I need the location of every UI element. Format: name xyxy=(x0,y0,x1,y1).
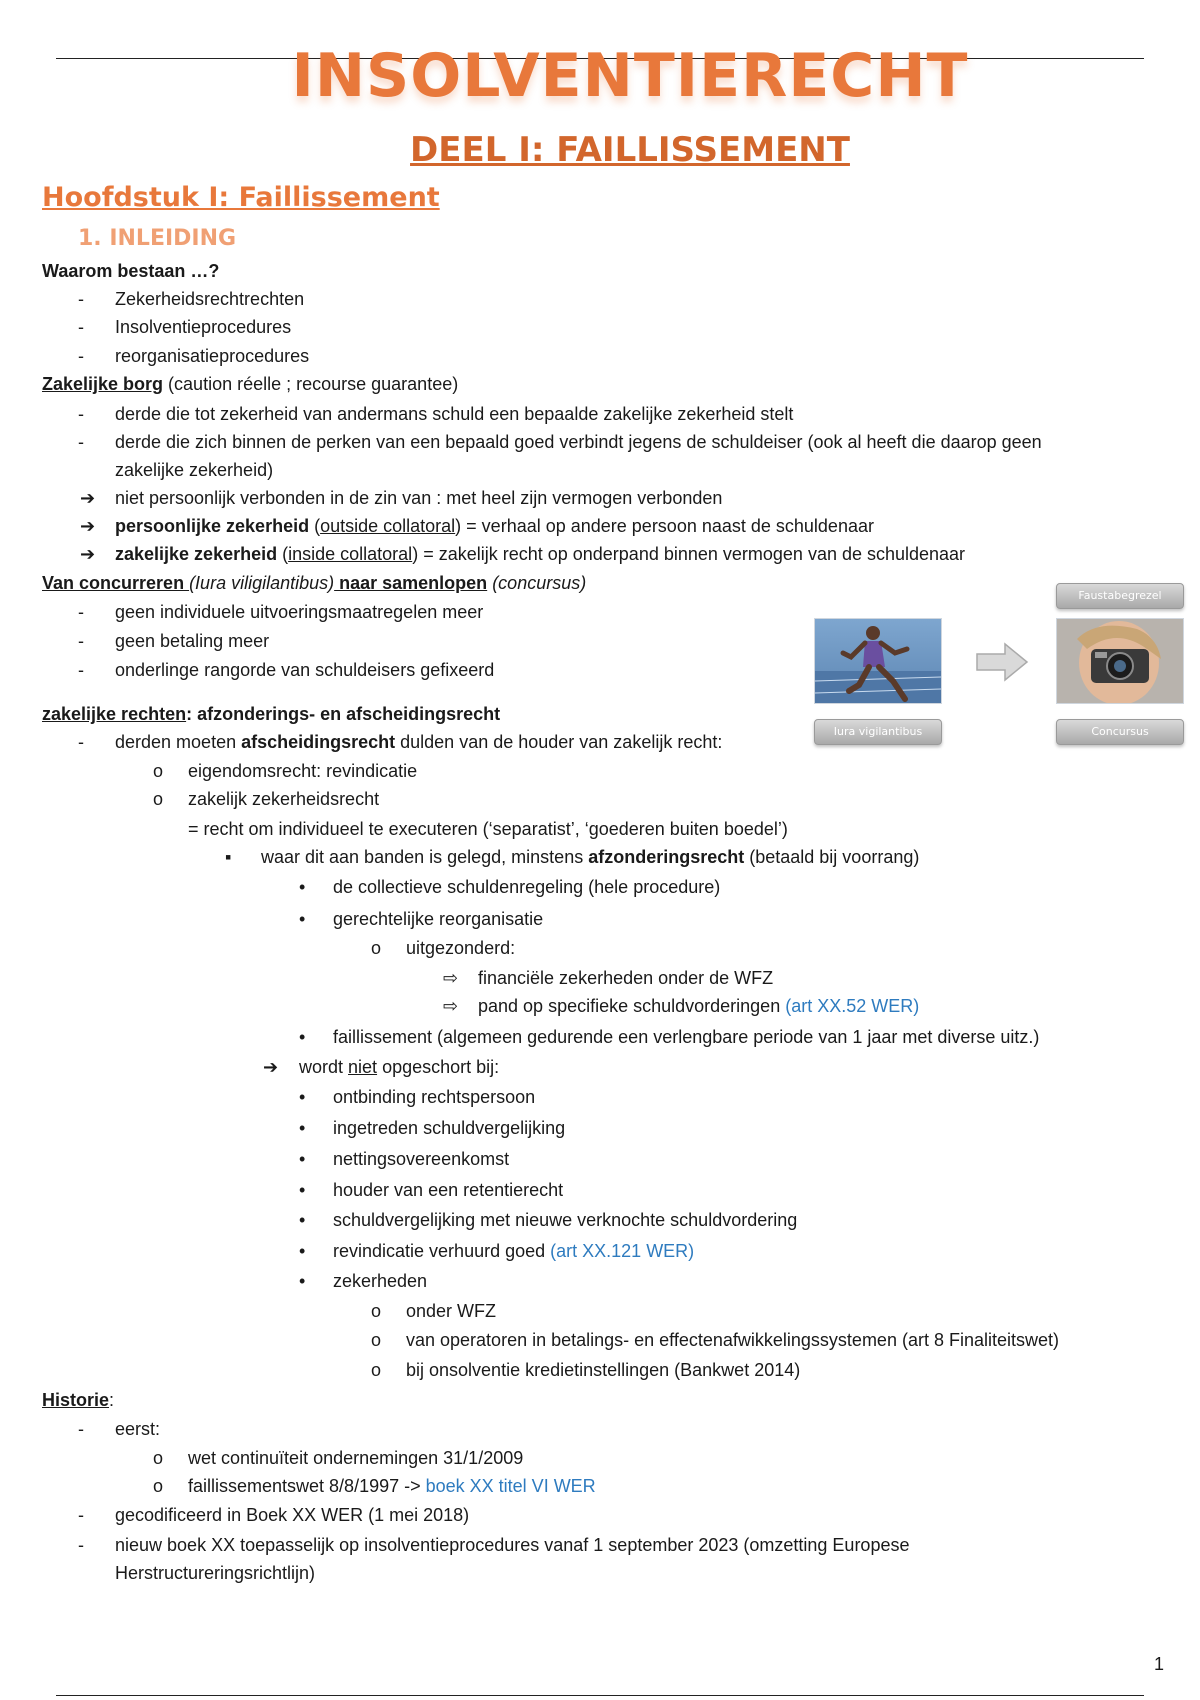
circle-marker: o xyxy=(153,761,164,781)
list-item-continuation: Herstructureringsrichtlijn) xyxy=(115,1563,316,1583)
list-item: schuldvergelijking met nieuwe verknochte schuldvordering xyxy=(333,1210,798,1230)
list-item: ingetreden schuldvergelijking xyxy=(333,1118,566,1138)
camera-photo xyxy=(1056,618,1184,704)
list-item: = recht om individueel te executeren (‘separatist’, ‘goederen buiten boedel’) xyxy=(188,819,788,839)
arrow-item-rest: = verhaal op andere persoon naast de schuldenaar xyxy=(461,516,874,536)
list-item: bij onsolventie kredietinstellingen (Bankwet 2014) xyxy=(406,1360,801,1380)
list-item: financiële zekerheden onder de WFZ xyxy=(478,968,774,988)
list-item: geen individuele uitvoeringsmaatregelen meer xyxy=(115,602,484,622)
figure-label-left: Iura vigilantibus xyxy=(814,719,942,745)
list-item: nieuw boek XX toepasselijk op insolventieprocedures vanaf 1 september 2023 (omzetting Europese xyxy=(115,1535,910,1555)
circle-marker: o xyxy=(153,1448,164,1468)
concurreren-heading xyxy=(42,569,586,597)
list-item: van operatoren in betalings- en effectenafwikkelingssystemen (art 8 Finaliteitswet) xyxy=(406,1330,1060,1350)
waarom-heading: Waarom bestaan …? xyxy=(42,261,220,281)
page-number: 1 xyxy=(1154,1654,1165,1674)
concursus-term: (concursus) xyxy=(487,573,587,593)
iura-term: (Iura viligilantibus) xyxy=(189,573,335,593)
text-part: (betaald bij voorrang) xyxy=(744,847,920,867)
list-item: onderlinge rangorde van schuldeisers gefixeerd xyxy=(115,660,495,680)
text-part: derden moeten xyxy=(115,732,242,752)
bullet-marker: • xyxy=(299,1118,306,1138)
circle-marker: o xyxy=(153,1476,164,1496)
figure-label-right: Concursus xyxy=(1056,719,1184,745)
dash-marker: - xyxy=(78,631,84,651)
circle-marker: o xyxy=(371,938,382,958)
dash-marker: - xyxy=(78,1419,84,1439)
arrow-item xyxy=(299,1053,499,1081)
outside-collateral-term: outside collatoral xyxy=(320,516,456,536)
dash-marker: - xyxy=(78,732,84,752)
circle-marker: o xyxy=(371,1301,382,1321)
part-title: DEEL I: FAILLISSEMENT xyxy=(410,130,850,170)
persoonlijke-zekerheid-term: persoonlijke zekerheid xyxy=(115,516,310,536)
list-item xyxy=(188,1472,596,1500)
samenlopen-term: naar samenlopen xyxy=(334,573,488,593)
document-title: INSOLVENTIERECHT xyxy=(291,41,969,111)
runner-photo-illustration xyxy=(815,619,941,703)
concursus-figure xyxy=(810,580,1190,750)
arrow-item-rest: = zakelijk recht op onderpand binnen vermogen van de schuldenaar xyxy=(418,544,966,564)
list-item: de collectieve schuldenregeling (hele procedure) xyxy=(333,877,721,897)
bottom-rule xyxy=(56,1695,1144,1696)
text-part: opgeschort bij: xyxy=(377,1057,500,1077)
arrow-marker: ➔ xyxy=(80,516,96,536)
text-part: pand op specifieke schuldvorderingen xyxy=(478,996,786,1016)
law-reference-link[interactable]: (art XX.121 WER) xyxy=(550,1241,695,1261)
list-item: ontbinding rechtspersoon xyxy=(333,1087,536,1107)
bullet-marker: • xyxy=(299,1271,306,1291)
arrow-item: persoonlijke zekerheid (outside collatoral) = verhaal op andere persoon naast de schuldenaar xyxy=(115,516,874,536)
zakelijke-rechten-term: zakelijke rechten xyxy=(42,704,187,724)
historie-term: Historie xyxy=(42,1390,110,1410)
list-item: houder van een retentierecht xyxy=(333,1180,564,1200)
arrow-marker: ➔ xyxy=(80,544,96,564)
list-item xyxy=(478,992,919,1020)
list-item: onder WFZ xyxy=(406,1301,497,1321)
law-reference-link[interactable]: boek XX titel VI WER xyxy=(425,1476,596,1496)
text-part: dulden van de houder van zakelijk recht: xyxy=(395,732,723,752)
list-item: gerechtelijke reorganisatie xyxy=(333,909,544,929)
historie-colon: : xyxy=(109,1390,115,1410)
dash-marker: - xyxy=(78,602,84,622)
text-part: waar dit aan banden is gelegd, minstens xyxy=(261,847,589,867)
list-item: derde die zich binnen de perken van een bepaald goed verbindt jegens de schuldeiser (ook al heeft die daarop geen xyxy=(115,432,1042,452)
list-item: derde die tot zekerheid van andermans schuld een bepaalde zakelijke zekerheid stelt xyxy=(115,404,794,424)
circle-marker: o xyxy=(153,789,164,809)
dash-marker: - xyxy=(78,404,84,424)
list-item: wet continuïteit ondernemingen 31/1/2009 xyxy=(188,1448,524,1468)
afzonderingsrecht-term: afzonderingsrecht xyxy=(588,847,745,867)
list-item xyxy=(115,728,722,756)
arrow-marker: ➔ xyxy=(263,1057,279,1077)
rechten-heading xyxy=(42,700,500,728)
afscheidingsrecht-term: afscheidingsrecht xyxy=(241,732,396,752)
rechten-heading-rest: : afzonderings- en afscheidingsrecht xyxy=(186,704,501,724)
figure-label-top: Faustabegrezel xyxy=(1056,583,1184,609)
inside-collateral-term: inside collatoral xyxy=(288,544,413,564)
bullet-marker: • xyxy=(299,1210,306,1230)
bullet-marker: • xyxy=(299,1241,306,1261)
text-part: faillissementswet 8/8/1997 -> xyxy=(188,1476,426,1496)
list-item: gecodificeerd in Boek XX WER (1 mei 2018) xyxy=(115,1505,470,1525)
zakelijke-zekerheid-term: zakelijke zekerheid xyxy=(115,544,278,564)
runner-photo xyxy=(814,618,942,704)
niet-term: niet xyxy=(348,1057,378,1077)
arrow-item: niet persoonlijk verbonden in de zin van : met heel zijn vermogen verbonden xyxy=(115,488,723,508)
law-reference-link[interactable]: (art XX.52 WER) xyxy=(785,996,920,1016)
list-item: zakelijk zekerheidsrecht xyxy=(188,789,380,809)
arrow-item: zakelijke zekerheid (inside collatoral) = zakelijk recht op onderpand binnen vermogen van de schuldenaar xyxy=(115,544,966,564)
camera-photo-illustration xyxy=(1057,619,1183,703)
hollow-arrow-marker: ⇨ xyxy=(443,968,459,988)
list-item-continuation: zakelijke zekerheid) xyxy=(115,460,274,480)
text-part: revindicatie verhuurd goed xyxy=(333,1241,551,1261)
dash-marker: - xyxy=(78,346,84,366)
section-title: 1. INLEIDING xyxy=(78,226,237,251)
dash-marker: - xyxy=(78,1505,84,1525)
bullet-marker: • xyxy=(299,909,306,929)
bullet-marker: • xyxy=(299,1149,306,1169)
borg-term: Zakelijke borg xyxy=(42,374,164,394)
dash-marker: - xyxy=(78,289,84,309)
circle-marker: o xyxy=(371,1330,382,1350)
dash-marker: - xyxy=(78,660,84,680)
bullet-marker: • xyxy=(299,1180,306,1200)
list-item: eerst: xyxy=(115,1419,161,1439)
list-item: geen betaling meer xyxy=(115,631,270,651)
borg-term-rest: (caution réelle ; recourse guarantee) xyxy=(163,374,459,394)
dash-marker: - xyxy=(78,317,84,337)
list-item xyxy=(333,1237,694,1265)
bullet-marker: • xyxy=(299,1087,306,1107)
bullet-marker: • xyxy=(299,877,306,897)
list-item xyxy=(261,843,919,871)
chapter-title: Hoofdstuk I: Faillissement xyxy=(42,182,440,213)
list-item: Insolventieprocedures xyxy=(115,317,292,337)
list-item: Zekerheidsrechtrechten xyxy=(115,289,305,309)
hollow-arrow-marker: ⇨ xyxy=(443,996,459,1016)
square-marker: ▪ xyxy=(225,847,232,867)
list-item: uitgezonderd: xyxy=(406,938,516,958)
list-item: nettingsovereenkomst xyxy=(333,1149,510,1169)
list-item: eigendomsrecht: revindicatie xyxy=(188,761,418,781)
text-part: wordt xyxy=(299,1057,349,1077)
concurreren-term: Van concurreren xyxy=(42,573,190,593)
arrow-marker: ➔ xyxy=(80,488,96,508)
list-item: zekerheden xyxy=(333,1271,428,1291)
dash-marker: - xyxy=(78,432,84,452)
circle-marker: o xyxy=(371,1360,382,1380)
list-item: faillissement (algemeen gedurende een verlengbare periode van 1 jaar met diverse uitz.) xyxy=(333,1027,1040,1047)
borg-heading xyxy=(42,370,458,398)
dash-marker: - xyxy=(78,1535,84,1555)
list-item: reorganisatieprocedures xyxy=(115,346,310,366)
bullet-marker: • xyxy=(299,1027,306,1047)
historie-heading xyxy=(42,1386,114,1414)
right-arrow-icon xyxy=(975,642,1029,682)
